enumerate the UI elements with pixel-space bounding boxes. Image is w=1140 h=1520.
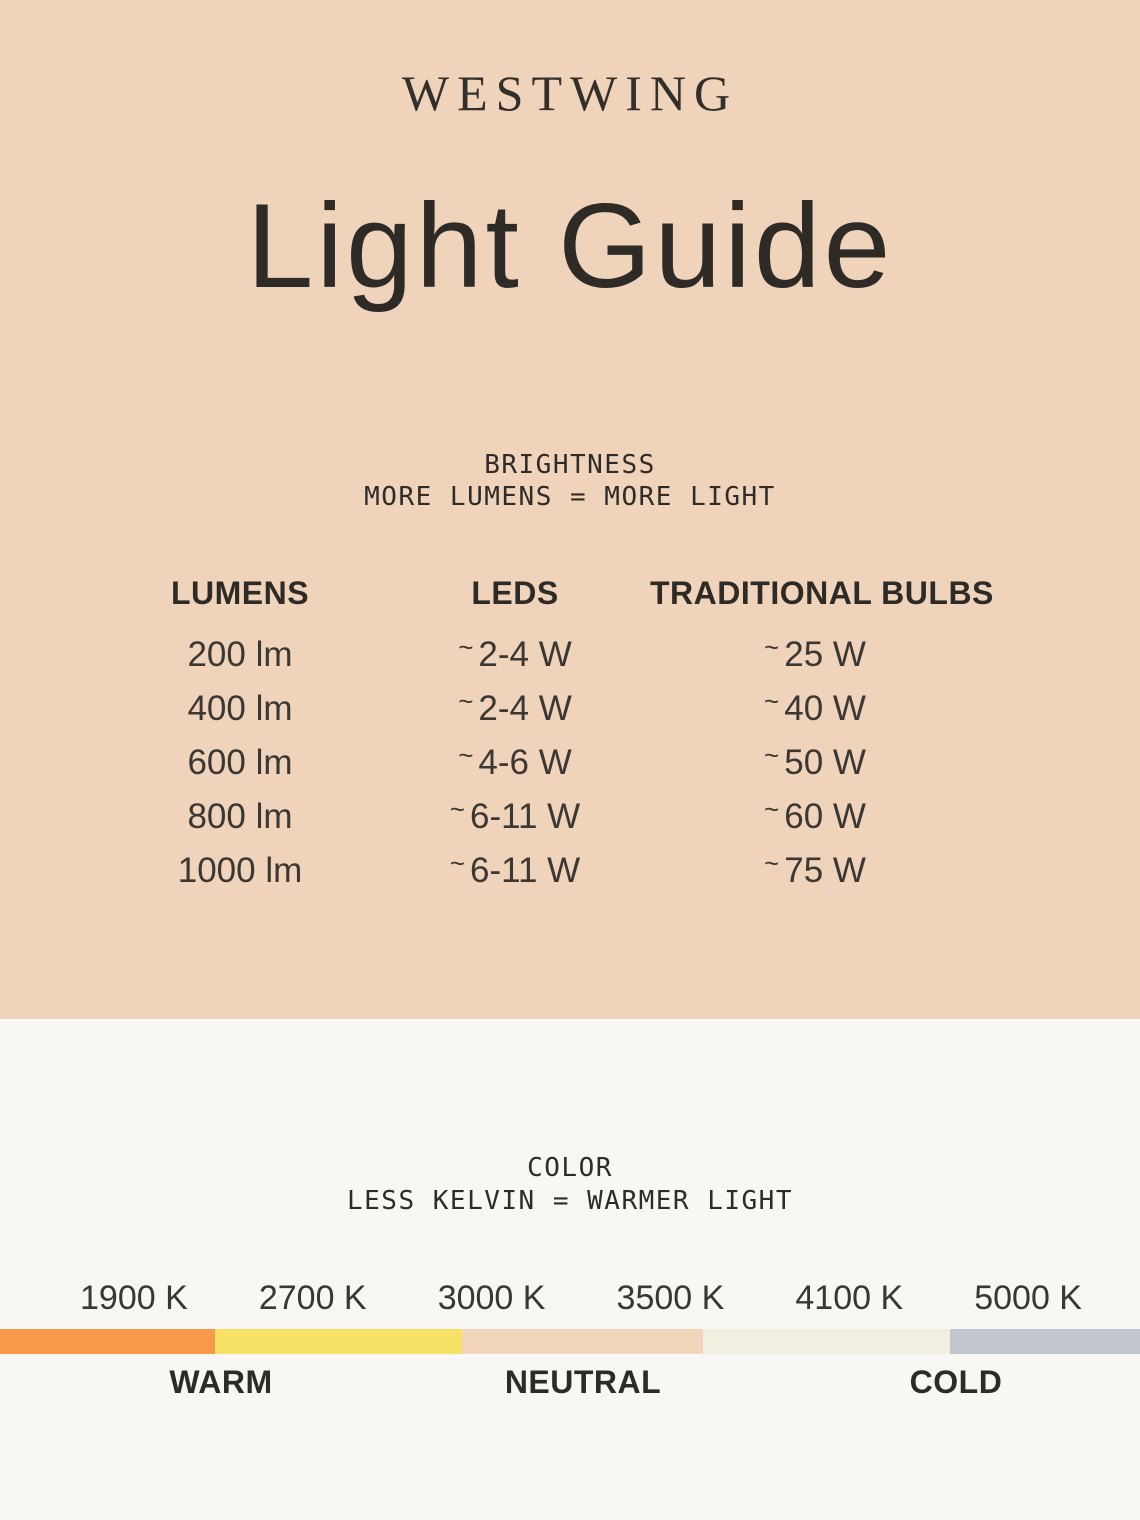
color-heading: COLOR bbox=[527, 1153, 613, 1183]
led-watts-text: 6-11 W bbox=[469, 851, 581, 890]
approx-tilde: ~ bbox=[458, 740, 474, 770]
kelvin-label: 2700 K bbox=[258, 1279, 367, 1317]
approx-tilde: ~ bbox=[449, 848, 465, 878]
traditional-watts-value bbox=[650, 628, 980, 682]
scale-segment-warm-orange bbox=[0, 1329, 215, 1354]
led-watts-text: 4-6 W bbox=[478, 743, 572, 782]
lumens-value: 800 lm bbox=[187, 797, 293, 836]
scale-segment-cold-blue bbox=[950, 1329, 1140, 1354]
color-temperature-scale-bar bbox=[0, 1329, 1140, 1354]
approx-tilde: ~ bbox=[764, 686, 780, 716]
header-leds: LEDS bbox=[471, 575, 559, 611]
color-heading-block bbox=[0, 1152, 1140, 1218]
brightness-heading-block bbox=[0, 449, 1140, 513]
traditional-watts-text: 25 W bbox=[784, 635, 866, 674]
scale-segment-cream bbox=[703, 1329, 950, 1354]
brand-logo: WESTWING bbox=[401, 65, 739, 121]
approx-tilde: ~ bbox=[458, 686, 474, 716]
led-watts-value bbox=[380, 844, 650, 898]
led-watts-text: 2-4 W bbox=[478, 635, 572, 674]
zone-label-cold: COLD bbox=[909, 1364, 1003, 1400]
page-title: Light Guide bbox=[246, 179, 894, 313]
kelvin-scale-labels bbox=[0, 1279, 1140, 1318]
color-subheading: LESS KELVIN = WARMER LIGHT bbox=[347, 1186, 793, 1216]
lumens-value: 200 lm bbox=[187, 635, 293, 674]
approx-tilde: ~ bbox=[764, 848, 780, 878]
color-section bbox=[0, 1019, 1140, 1520]
lumens-table-header bbox=[100, 573, 994, 613]
led-watts-value bbox=[380, 790, 650, 844]
approx-tilde: ~ bbox=[764, 740, 780, 770]
led-watts-text: 2-4 W bbox=[478, 689, 572, 728]
lumens-value: 400 lm bbox=[187, 689, 293, 728]
led-watts-text: 6-11 W bbox=[469, 797, 581, 836]
zone-label-warm: WARM bbox=[169, 1364, 273, 1400]
kelvin-label: 5000 K bbox=[974, 1279, 1082, 1317]
traditional-watts-text: 50 W bbox=[784, 743, 866, 782]
brightness-heading: BRIGHTNESS bbox=[484, 450, 656, 480]
kelvin-label: 1900 K bbox=[80, 1279, 188, 1317]
traditional-watts-text: 60 W bbox=[784, 797, 866, 836]
lumens-value: 600 lm bbox=[187, 743, 293, 782]
scale-segment-yellow bbox=[215, 1329, 462, 1354]
traditional-watts-value bbox=[650, 682, 980, 736]
approx-tilde: ~ bbox=[458, 632, 474, 662]
traditional-watts-value bbox=[650, 790, 980, 844]
brightness-subheading: MORE LUMENS = MORE LIGHT bbox=[364, 482, 776, 512]
zone-label-neutral: NEUTRAL bbox=[504, 1364, 662, 1400]
kelvin-label: 3000 K bbox=[437, 1279, 546, 1317]
led-watts-value bbox=[380, 736, 650, 790]
traditional-watts-value bbox=[650, 736, 980, 790]
header-traditional-bulbs: TRADITIONAL BULBS bbox=[650, 575, 994, 611]
approx-tilde: ~ bbox=[449, 794, 465, 824]
scale-segment-peach bbox=[462, 1329, 703, 1354]
lumens-value: 1000 lm bbox=[177, 851, 303, 890]
traditional-watts-text: 40 W bbox=[784, 689, 866, 728]
kelvin-label: 4100 K bbox=[795, 1279, 904, 1317]
traditional-watts-value bbox=[650, 844, 980, 898]
traditional-watts-text: 75 W bbox=[784, 851, 866, 890]
approx-tilde: ~ bbox=[764, 632, 780, 662]
led-watts-value bbox=[380, 682, 650, 736]
header-lumens: LUMENS bbox=[170, 575, 310, 611]
approx-tilde: ~ bbox=[764, 794, 780, 824]
kelvin-label: 3500 K bbox=[616, 1279, 725, 1317]
lumens-table-body bbox=[100, 628, 980, 898]
led-watts-value bbox=[380, 628, 650, 682]
